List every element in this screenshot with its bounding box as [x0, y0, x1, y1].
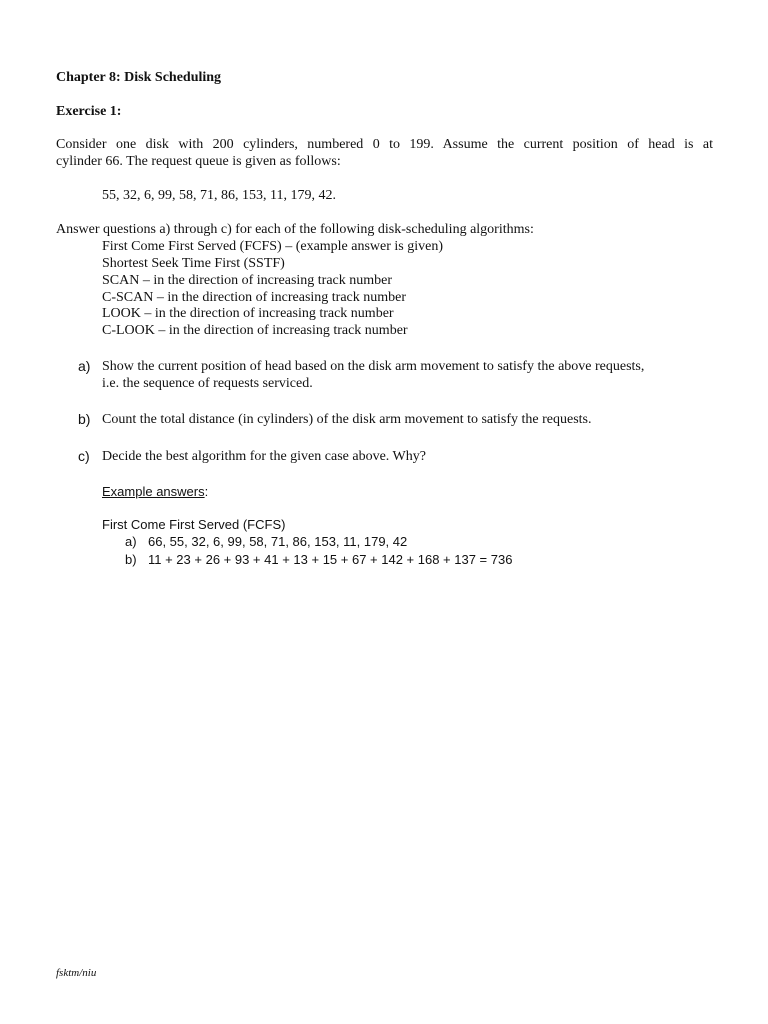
intro-line-1: Consider one disk with 200 cylinders, numbered 0 to 199. Assume the current position of head is at: [56, 137, 713, 152]
intro-line-2: cylinder 66. The request queue is given as follows:: [56, 154, 341, 169]
algorithm-item: LOOK – in the direction of increasing track number: [102, 306, 394, 321]
algorithm-item: SCAN – in the direction of increasing track number: [102, 273, 393, 288]
question-text: i.e. the sequence of requests serviced.: [102, 376, 313, 391]
question-text: Count the total distance (in cylinders) of the disk arm movement to satisfy the requests.: [102, 412, 592, 427]
question-label: a): [78, 358, 91, 374]
example-heading-colon: :: [204, 484, 209, 499]
question-text: Show the current position of head based on the disk arm movement to satisfy the above requests,: [102, 359, 645, 374]
question-label: b): [78, 411, 91, 427]
example-heading-text: Example answers: [102, 484, 205, 499]
question-text: Decide the best algorithm for the given case above. Why?: [102, 449, 426, 464]
example-item-text: 66, 55, 32, 6, 99, 58, 71, 86, 153, 11, 179, 42: [148, 534, 408, 549]
algorithm-item: C-LOOK – in the direction of increasing track number: [102, 323, 408, 338]
chapter-title: Chapter 8: Disk Scheduling: [56, 70, 222, 85]
algorithm-item: C-SCAN – in the direction of increasing track number: [102, 290, 407, 305]
example-item-label: a): [125, 534, 137, 549]
example-algorithm: First Come First Served (FCFS): [102, 517, 286, 532]
example-item-text: 11 + 23 + 26 + 93 + 41 + 13 + 15 + 67 + 142 + 168 + 137 = 736: [148, 552, 513, 567]
exercise-title: Exercise 1:: [56, 104, 122, 119]
answer-intro: Answer questions a) through c) for each of the following disk-scheduling algorithms:: [56, 222, 534, 237]
question-label: c): [78, 448, 90, 464]
example-heading: [102, 483, 208, 500]
algorithm-item: First Come First Served (FCFS) – (example answer is given): [102, 239, 444, 254]
request-queue: 55, 32, 6, 99, 58, 71, 86, 153, 11, 179, 42.: [102, 188, 336, 203]
page-footer: fsktm/niu: [56, 967, 97, 979]
algorithm-item: Shortest Seek Time First (SSTF): [102, 256, 285, 271]
example-item-label: b): [125, 552, 137, 567]
